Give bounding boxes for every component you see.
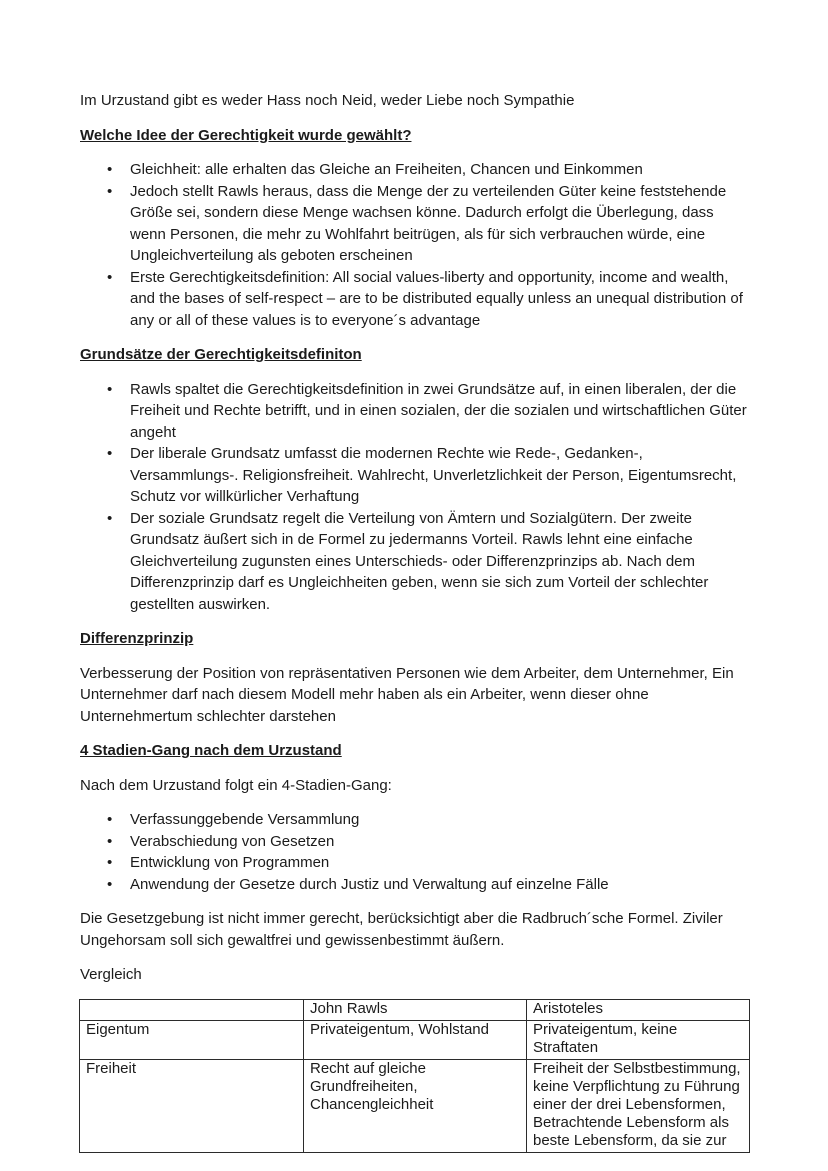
bullet-item: • Gleichheit: alle erhalten das Gleiche an Freiheiten, Chancen und Einkommen	[80, 159, 748, 181]
document-content	[80, 90, 748, 1153]
table-cell-row-label: Eigentum	[80, 1020, 304, 1059]
table-row-freiheit	[80, 1059, 750, 1152]
bullet-item: • Verabschiedung von Gesetzen	[80, 831, 748, 853]
bullet-item: • Verfassunggebende Versammlung	[80, 809, 748, 831]
heading-differenzprinzip: Differenzprinzip	[80, 630, 194, 647]
table-cell-aristoteles: Freiheit der Selbstbestimmung, keine Verpflichtung zu Führung einer der drei Lebensformen, Betrachtende Lebensform als beste Lebensform, da sie zur	[527, 1059, 750, 1152]
table-cell-rawls: Privateigentum, Wohlstand	[304, 1020, 527, 1059]
table-row-eigentum	[80, 1020, 750, 1059]
bullet-item: • Erste Gerechtigkeitsdefinition: All social values-liberty and opportunity, income and wealth, and the bases of self-respect – are to be distributed equally unless an unequal distribution of any or all of these values is to everyone´s advantage	[80, 267, 748, 332]
stadiengang-outro-paragraph: Die Gesetzgebung ist nicht immer gerecht, berücksichtigt aber die Radbruch´sche Formel. Ziviler Ungehorsam soll sich gewaltfrei und gewissenbestimmt äußern.	[80, 910, 723, 949]
bullet-item: • Der soziale Grundsatz regelt die Verteilung von Ämtern und Sozialgütern. Der zweite Grundsatz äußert sich in de Formel zu jedermanns Vorteil. Rawls lehnt eine einfache Gleichverteilung zugunsten eines Unterschieds- oder Differenzprinzips ab. Nach dem Differenzprinzip darf es Ungleichheiten geben, wenn sie sich zum Vorteil der schlechter gestellten auswirken.	[80, 508, 748, 616]
table-cell-aristoteles: Privateigentum, keine Straftaten	[527, 1020, 750, 1059]
stadiengang-intro-paragraph: Nach dem Urzustand folgt ein 4-Stadien-Gang:	[80, 776, 392, 794]
heading-stadiengang: 4 Stadien-Gang nach dem Urzustand	[80, 742, 342, 759]
bullet-list-idee	[80, 159, 748, 331]
bullet-item: • Der liberale Grundsatz umfasst die modernen Rechte wie Rede-, Gedanken-, Versammlungs-. Religionsfreiheit. Wahlrecht, Unverletzlichkeit der Person, Eigentumsrecht, Schutz vor willkürlicher Verhaftung	[80, 443, 748, 508]
table-header-cell-rawls: John Rawls	[304, 999, 527, 1020]
table-header-cell-aristoteles: Aristoteles	[527, 999, 750, 1020]
heading-grundsaetze: Grundsätze der Gerechtigkeitsdefiniton	[80, 346, 362, 363]
table-cell-rawls: Recht auf gleiche Grundfreiheiten, Chancengleichheit	[304, 1059, 527, 1152]
table-header-row	[80, 999, 750, 1020]
comparison-label: Vergleich	[80, 966, 142, 983]
table-header-cell-empty	[80, 999, 304, 1020]
intro-paragraph: Im Urzustand gibt es weder Hass noch Neid, weder Liebe noch Sympathie	[80, 92, 575, 109]
bullet-list-stadiengang	[80, 809, 748, 895]
bullet-item: • Jedoch stellt Rawls heraus, dass die Menge der zu verteilenden Güter keine feststehende Größe sei, sondern diese Menge wachsen könne. Dadurch erfolgt die Überlegung, dass wenn Personen, die mehr zu Wohlfahrt beitrügen, als für sich verbrauchen würde, eine Ungleichverteilung als geboten erscheinen	[80, 181, 748, 267]
bullet-item: • Entwicklung von Programmen	[80, 852, 748, 874]
bullet-list-grundsaetze	[80, 379, 748, 616]
bullet-item: • Rawls spaltet die Gerechtigkeitsdefinition in zwei Grundsätze auf, in einen liberalen, der die Freiheit und Rechte betrifft, und in einen sozialen, der die sozialen und wirtschaftlichen Güter angeht	[80, 379, 748, 444]
table-cell-row-label: Freiheit	[80, 1059, 304, 1152]
differenzprinzip-paragraph: Verbesserung der Position von repräsentativen Personen wie dem Arbeiter, dem Unternehmer, Ein Unternehmer darf nach diesem Modell mehr haben als ein Arbeiter, wenn dieser ohne Unternehmertum schlechter darstehen	[80, 664, 734, 725]
bullet-item: • Anwendung der Gesetze durch Justiz und Verwaltung auf einzelne Fälle	[80, 874, 748, 896]
heading-idee: Welche Idee der Gerechtigkeit wurde gewählt?	[80, 126, 412, 144]
comparison-table	[79, 999, 750, 1153]
